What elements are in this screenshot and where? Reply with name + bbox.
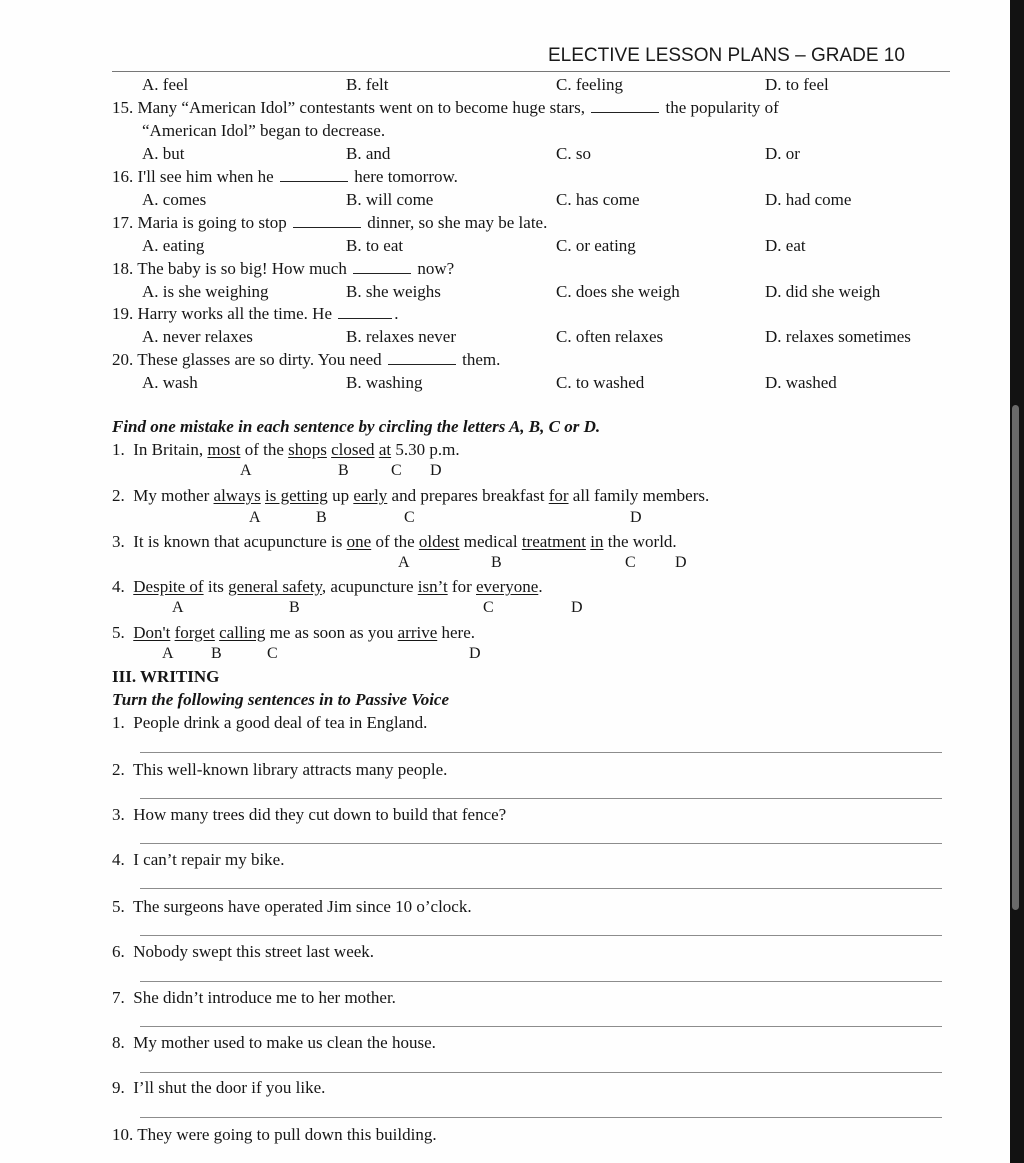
sentence-text: . (538, 577, 543, 596)
writing-item-8 (112, 1033, 436, 1053)
q16-option-d: D. had come (765, 190, 852, 209)
scrollbar-thumb[interactable] (1012, 405, 1019, 910)
choice-letter-b[interactable]: B (491, 554, 502, 571)
sentence-text: In Britain, (133, 440, 204, 459)
writing-item-3 (112, 805, 506, 825)
q19-option-b: B. relaxes never (346, 327, 456, 346)
question-text-before: Maria is going to stop (137, 213, 287, 232)
item-text: This well-known library attracts many people. (132, 760, 448, 779)
underlined-part-c: early (353, 486, 388, 505)
answer-blank[interactable] (388, 350, 456, 365)
q20-option-c: C. to washed (556, 373, 645, 392)
mistake-sentence-5 (112, 623, 475, 643)
question-15 (112, 98, 779, 118)
underlined-part-d: in (590, 532, 604, 551)
choice-letter-c[interactable]: C (625, 554, 636, 571)
q15-option-c: C. so (556, 144, 591, 163)
q14-option-c: C. feeling (556, 75, 624, 94)
choice-letter-b[interactable]: B (211, 645, 222, 662)
writing-item-5 (112, 897, 472, 917)
underlined-part-b: shops (288, 440, 327, 459)
item-number: 7. (112, 988, 125, 1007)
question-number: 19. (112, 304, 134, 323)
answer-line[interactable] (140, 888, 942, 889)
q18-option-b: B. she weighs (346, 282, 441, 301)
sentence-text: the world. (607, 532, 677, 551)
choice-letter-c[interactable]: C (391, 462, 402, 479)
q15-option-d: D. or (765, 144, 800, 163)
answer-line[interactable] (140, 798, 942, 799)
sentence-text: My mother (133, 486, 210, 505)
sentence-text: all family members. (572, 486, 710, 505)
question-18 (112, 259, 454, 279)
item-number: 6. (112, 942, 125, 961)
question-text-after: dinner, so she may be late. (367, 213, 548, 232)
writing-item-9 (112, 1078, 325, 1098)
question-text-before: Harry works all the time. He (137, 304, 332, 323)
sentence-text: It is known that acupuncture is (133, 532, 343, 551)
sentence-number: 2. (112, 486, 125, 505)
choice-letter-c[interactable]: C (404, 509, 415, 526)
answer-line[interactable] (140, 1072, 942, 1073)
question-number: 16. (112, 167, 134, 186)
q14-option-b: B. felt (346, 75, 389, 94)
q18-option-d: D. did she weigh (765, 282, 881, 301)
item-text: They were going to pull down this building. (137, 1125, 437, 1144)
question-15-continuation: “American Idol” began to decrease. (142, 121, 386, 140)
choice-letter-d[interactable]: D (675, 554, 687, 571)
item-text: How many trees did they cut down to build that fence? (133, 805, 507, 824)
item-text: The surgeons have operated Jim since 10 o’clock. (132, 897, 472, 916)
q19-option-c: C. often relaxes (556, 327, 664, 346)
choice-letter-a[interactable]: A (249, 509, 261, 526)
answer-line[interactable] (140, 1026, 942, 1027)
question-text-after: the popularity of (665, 98, 779, 117)
answer-line[interactable] (140, 1117, 942, 1118)
sentence-number: 1. (112, 440, 125, 459)
underlined-part-a: Despite of (133, 577, 204, 596)
underlined-part-a: Don't (133, 623, 171, 642)
q20-option-a: A. wash (142, 373, 198, 392)
choice-letter-b[interactable]: B (289, 599, 300, 616)
writing-item-7 (112, 988, 396, 1008)
question-number: 20. (112, 350, 134, 369)
choice-letter-d[interactable]: D (630, 509, 642, 526)
question-text-after: them. (462, 350, 501, 369)
choice-letter-b[interactable]: B (338, 462, 349, 479)
underlined-part-c: isn’t (417, 577, 448, 596)
sentence-text: me as soon as you (269, 623, 394, 642)
underlined-part-b: oldest (418, 532, 460, 551)
item-number: 8. (112, 1033, 125, 1052)
item-number: 5. (112, 897, 125, 916)
mistake-sentence-2 (112, 486, 709, 506)
writing-item-2 (112, 760, 447, 780)
q20-option-d: D. washed (765, 373, 837, 392)
header-rule (112, 71, 950, 72)
question-text-before: The baby is so big! How much (137, 259, 347, 278)
q20-option-b: B. washing (346, 373, 423, 392)
item-number: 1. (112, 713, 125, 732)
underlined-part-c: closed (331, 440, 375, 459)
sentence-text: for (451, 577, 472, 596)
question-17 (112, 213, 547, 233)
q19-option-d: D. relaxes sometimes (765, 327, 911, 346)
q14-option-d: D. to feel (765, 75, 829, 94)
answer-line[interactable] (140, 935, 942, 936)
choice-letter-a[interactable]: A (162, 645, 174, 662)
sentence-text: of the (244, 440, 284, 459)
item-number: 2. (112, 760, 125, 779)
choice-letter-a[interactable]: A (240, 462, 252, 479)
question-16 (112, 167, 458, 187)
sentence-number: 5. (112, 623, 125, 642)
q17-option-a: A. eating (142, 236, 205, 255)
item-number: 4. (112, 850, 125, 869)
sentence-text: of the (375, 532, 415, 551)
question-text-after: here tomorrow. (354, 167, 458, 186)
question-text-after: . (394, 304, 399, 323)
sentence-number: 4. (112, 577, 125, 596)
sentence-text: here. (441, 623, 476, 642)
underlined-part-a: most (207, 440, 241, 459)
q18-option-c: C. does she weigh (556, 282, 680, 301)
q16-option-b: B. will come (346, 190, 434, 209)
writing-item-1 (112, 713, 427, 733)
item-number: 3. (112, 805, 125, 824)
item-number: 10. (112, 1125, 134, 1144)
choice-letter-d[interactable]: D (430, 462, 442, 479)
q14-option-a: A. feel (142, 75, 189, 94)
item-text: Nobody swept this street last week. (133, 942, 375, 961)
choice-letter-b[interactable]: B (316, 509, 327, 526)
question-text-before: Many “American Idol” contestants went on to become huge stars, (137, 98, 586, 117)
underlined-part-b: general safety (228, 577, 322, 596)
mistake-sentence-3 (112, 532, 677, 552)
underlined-part-c: treatment (521, 532, 587, 551)
choice-letter-c[interactable]: C (483, 599, 494, 616)
question-number: 17. (112, 213, 134, 232)
mistake-sentence-4 (112, 577, 543, 597)
choice-letter-a[interactable]: A (398, 554, 410, 571)
q17-option-b: B. to eat (346, 236, 404, 255)
sentence-text: its (207, 577, 224, 596)
choice-letter-d[interactable]: D (469, 645, 481, 662)
question-number: 15. (112, 98, 134, 117)
sentence-text: and prepares breakfast (391, 486, 545, 505)
item-text: I’ll shut the door if you like. (133, 1078, 326, 1097)
writing-item-10 (112, 1125, 437, 1145)
answer-blank[interactable] (280, 167, 348, 182)
choice-letter-a[interactable]: A (172, 599, 184, 616)
underlined-part-b: is getting (265, 486, 328, 505)
answer-blank[interactable] (353, 259, 411, 274)
q19-option-a: A. never relaxes (142, 327, 253, 346)
sentence-text: medical (463, 532, 518, 551)
mistakes-instruction: Find one mistake in each sentence by circling the letters A, B, C or D. (112, 417, 601, 436)
question-20 (112, 350, 500, 370)
answer-blank[interactable] (293, 213, 361, 228)
item-text: I can’t repair my bike. (133, 850, 285, 869)
page-header: ELECTIVE LESSON PLANS – GRADE 10 (548, 45, 905, 66)
underlined-part-d: everyone (476, 577, 539, 596)
question-text-after: now? (417, 259, 455, 278)
sentence-text: , acupuncture (321, 577, 414, 596)
q16-option-c: C. has come (556, 190, 640, 209)
item-text: People drink a good deal of tea in England. (133, 713, 428, 732)
q15-option-b: B. and (346, 144, 391, 163)
answer-blank[interactable] (338, 304, 392, 319)
sentence-text: 5.30 p.m. (395, 440, 460, 459)
q15-option-a: A. but (142, 144, 185, 163)
answer-line[interactable] (140, 981, 942, 982)
choice-letter-d[interactable]: D (571, 599, 583, 616)
q17-option-c: C. or eating (556, 236, 636, 255)
underlined-part-c: calling (219, 623, 266, 642)
underlined-part-b: forget (174, 623, 215, 642)
q17-option-d: D. eat (765, 236, 806, 255)
writing-item-4 (112, 850, 284, 870)
mistake-sentence-1 (112, 440, 460, 460)
item-number: 9. (112, 1078, 125, 1097)
sentence-number: 3. (112, 532, 125, 551)
writing-item-6 (112, 942, 374, 962)
question-text-before: I'll see him when he (137, 167, 274, 186)
answer-blank[interactable] (591, 98, 659, 113)
answer-line[interactable] (140, 843, 942, 844)
choice-letter-c[interactable]: C (267, 645, 278, 662)
underlined-part-d: arrive (397, 623, 438, 642)
underlined-part-d: for (548, 486, 569, 505)
sentence-text: up (332, 486, 350, 505)
question-19 (112, 304, 399, 324)
q18-option-a: A. is she weighing (142, 282, 269, 301)
underlined-part-a: always (213, 486, 261, 505)
item-text: My mother used to make us clean the house. (133, 1033, 436, 1052)
question-number: 18. (112, 259, 134, 278)
answer-line[interactable] (140, 752, 942, 753)
item-text: She didn’t introduce me to her mother. (133, 988, 396, 1007)
q16-option-a: A. comes (142, 190, 207, 209)
writing-heading: III. WRITING (112, 667, 220, 686)
underlined-part-a: one (346, 532, 372, 551)
underlined-part-d: at (378, 440, 392, 459)
writing-instruction: Turn the following sentences in to Passive Voice (112, 690, 450, 709)
question-text-before: These glasses are so dirty. You need (137, 350, 382, 369)
